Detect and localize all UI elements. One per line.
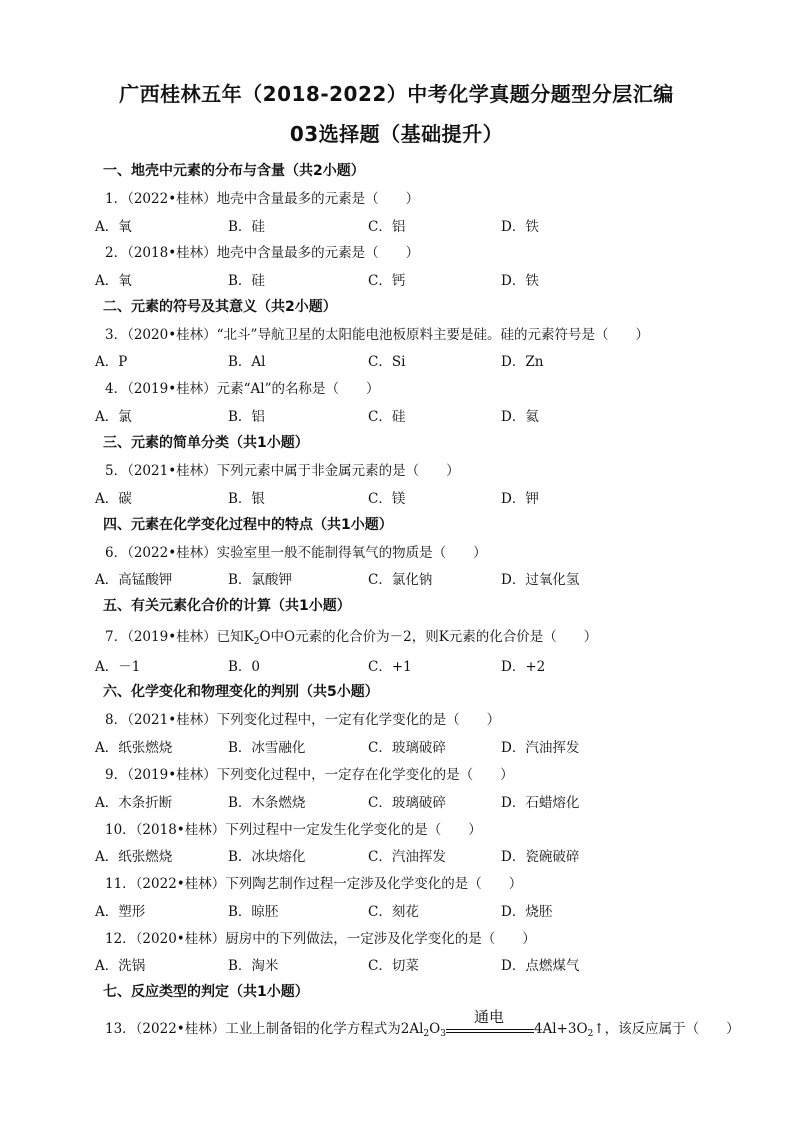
- option-c[interactable]: C．玻璃破碎: [368, 740, 446, 756]
- section-heading: 三、元素的简单分类（共1小题）: [103, 435, 309, 451]
- option-b[interactable]: B．Al: [228, 354, 266, 370]
- option-d[interactable]: D．Zn: [501, 354, 544, 370]
- stem-text: ↑，该反应属于（ ）: [593, 1021, 740, 1037]
- reaction-arrow: [446, 1007, 534, 1037]
- stem-text: 7．（2019•桂林）已知K: [105, 629, 254, 645]
- option-c[interactable]: C．镁: [368, 491, 406, 507]
- option-a[interactable]: A．氧: [95, 219, 132, 235]
- equals-line: [446, 1029, 534, 1030]
- stem-text: O: [429, 1021, 441, 1037]
- option-d[interactable]: D．铁: [501, 273, 539, 289]
- option-b[interactable]: B．硅: [228, 273, 265, 289]
- option-b[interactable]: B．晾胚: [228, 904, 279, 920]
- option-b[interactable]: B．冰块熔化: [228, 849, 306, 865]
- question-stem: 8．（2021•桂林）下列变化过程中，一定有化学变化的是（ ）: [105, 712, 501, 728]
- section-heading: 四、元素在化学变化过程中的特点（共1小题）: [103, 517, 393, 533]
- subscript: 2: [423, 1029, 430, 1039]
- option-d[interactable]: D．+2: [501, 659, 546, 675]
- question-stem: [105, 625, 597, 645]
- option-c[interactable]: C．钙: [368, 273, 406, 289]
- option-d[interactable]: D．点燃煤气: [501, 958, 580, 974]
- option-a[interactable]: A．碳: [95, 491, 132, 507]
- option-a[interactable]: A．P: [95, 354, 128, 370]
- option-d[interactable]: D．瓷碗破碎: [501, 849, 580, 865]
- stem-text: O中O元素的化合价为－2，则K元素的化合价是（ ）: [259, 629, 598, 645]
- option-d[interactable]: D．汽油挥发: [501, 740, 580, 756]
- section-heading: 二、元素的符号及其意义（共2小题）: [103, 299, 337, 315]
- question-stem: 9．（2019•桂林）下列变化过程中，一定存在化学变化的是（ ）: [105, 767, 514, 783]
- option-d[interactable]: D．氦: [501, 409, 539, 425]
- option-c[interactable]: C．玻璃破碎: [368, 795, 446, 811]
- option-c[interactable]: C．+1: [368, 659, 412, 675]
- subscript: 2: [587, 1029, 594, 1039]
- option-b[interactable]: B．冰雪融化: [228, 740, 306, 756]
- document-subtitle: 03选择题（基础提升）: [289, 122, 504, 146]
- option-c[interactable]: C．硅: [368, 409, 406, 425]
- option-c[interactable]: C．Si: [368, 354, 406, 370]
- section-heading: 七、反应类型的判定（共1小题）: [103, 984, 309, 1000]
- option-d[interactable]: D．石蜡熔化: [501, 795, 580, 811]
- option-b[interactable]: B．0: [228, 659, 261, 675]
- section-heading: 六、化学变化和物理变化的判别（共5小题）: [103, 684, 379, 700]
- section-heading: 一、地壳中元素的分布与含量（共2小题）: [103, 163, 365, 179]
- option-a[interactable]: A．洗锅: [95, 958, 146, 974]
- question-stem: 11．（2022•桂林）下列陶艺制作过程一定涉及化学变化的是（ ）: [105, 876, 523, 892]
- option-a[interactable]: A．－1: [95, 659, 141, 675]
- option-b[interactable]: B．氯酸钾: [228, 572, 292, 588]
- subscript: 2: [253, 637, 260, 647]
- option-b[interactable]: B．木条燃烧: [228, 795, 306, 811]
- option-a[interactable]: A．纸张燃烧: [95, 849, 173, 865]
- question-stem: 2．（2018•桂林）地壳中含量最多的元素是（ ）: [105, 245, 420, 261]
- stem-text: 4Al+3O: [533, 1021, 588, 1037]
- document-title: 广西桂林五年（2018-2022）中考化学真题分题型分层汇编: [119, 82, 674, 106]
- option-b[interactable]: B．淘米: [228, 958, 279, 974]
- option-d[interactable]: D．铁: [501, 219, 539, 235]
- question-stem: 5．（2021•桂林）下列元素中属于非金属元素的是（ ）: [105, 463, 460, 479]
- option-a[interactable]: A．纸张燃烧: [95, 740, 173, 756]
- option-d[interactable]: D．烧胚: [501, 904, 553, 920]
- option-a[interactable]: A．氧: [95, 273, 132, 289]
- question-stem: 6．（2022•桂林）实验室里一般不能制得氧气的物质是（ ）: [105, 545, 487, 561]
- option-b[interactable]: B．铝: [228, 409, 265, 425]
- equals-line: [446, 1032, 534, 1033]
- subscript: 3: [440, 1029, 446, 1039]
- option-d[interactable]: D．钾: [501, 491, 539, 507]
- question-stem: [105, 1007, 740, 1039]
- section-heading: 五、有关元素化合价的计算（共1小题）: [103, 598, 351, 614]
- stem-text: 13．（2022•桂林）工业上制备铝的化学方程式为2Al: [105, 1021, 424, 1037]
- option-b[interactable]: B．硅: [228, 219, 265, 235]
- option-a[interactable]: A．塑形: [95, 904, 146, 920]
- option-c[interactable]: C．氯化钠: [368, 572, 433, 588]
- option-a[interactable]: A．木条折断: [95, 795, 173, 811]
- option-c[interactable]: C．铝: [368, 219, 406, 235]
- reaction-condition: 通电: [473, 1007, 504, 1026]
- question-stem: 12．（2020•桂林）厨房中的下列做法，一定涉及化学变化的是（ ）: [105, 931, 536, 947]
- question-stem: 10．（2018•桂林）下列过程中一定发生化学变化的是（ ）: [105, 822, 482, 838]
- option-a[interactable]: A．氯: [95, 409, 132, 425]
- question-stem: 4．（2019•桂林）元素“Al”的名称是（ ）: [105, 381, 380, 397]
- option-c[interactable]: C．汽油挥发: [368, 849, 446, 865]
- question-stem: 1．（2022•桂林）地壳中含量最多的元素是（ ）: [105, 191, 420, 207]
- option-c[interactable]: C．切菜: [368, 958, 419, 974]
- option-a[interactable]: A．高锰酸钾: [95, 572, 173, 588]
- option-c[interactable]: C．刻花: [368, 904, 419, 920]
- option-b[interactable]: B．银: [228, 491, 265, 507]
- question-stem: 3．（2020•桂林）“北斗”导航卫星的太阳能电池板原料主要是硅。硅的元素符号是（ ）: [105, 327, 649, 343]
- option-d[interactable]: D．过氧化氢: [501, 572, 580, 588]
